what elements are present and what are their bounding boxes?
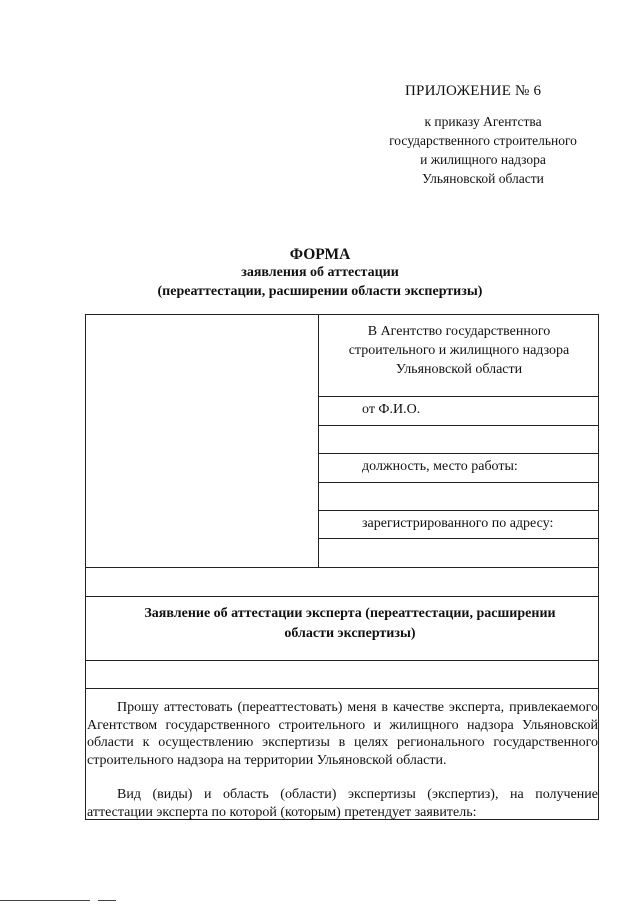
addressee-agency — [320, 322, 598, 379]
order-ref-line: к приказу Агентства — [424, 114, 542, 129]
addressee-line: В Агентство государственного — [367, 324, 551, 339]
appendix-title: ПРИЛОЖЕНИЕ № 6 — [405, 83, 542, 99]
table-border-top — [85, 314, 599, 315]
from-name-label: от Ф.И.О. — [362, 402, 421, 417]
table-column-divider — [318, 314, 319, 567]
address-label: зарегистрированного по адресу: — [362, 516, 554, 531]
row-divider — [85, 660, 599, 661]
row-divider — [318, 510, 599, 511]
statement-title-line: Заявление об аттестации эксперта (переаттестации, расширении — [144, 606, 556, 621]
row-divider — [85, 567, 599, 568]
form-subtitle-2: (переаттестации, расширении области экспертизы) — [157, 284, 483, 299]
row-divider — [318, 396, 599, 397]
expertise-type-paragraph: Вид (виды) и область (области) экспертизы (экспертиз), на получение аттестации эксперта по которой (которым) претендует заявитель: — [87, 787, 598, 820]
addressee-line: строительного и жилищного надзора — [348, 343, 570, 358]
position-label: должность, место работы: — [362, 459, 518, 474]
order-ref-line: и жилищного надзора — [420, 152, 546, 167]
addressee-line: Ульяновской области — [395, 362, 523, 377]
form-title: ФОРМА — [289, 246, 351, 263]
row-divider — [318, 482, 599, 483]
order-ref-line: Ульяновской области — [422, 171, 544, 186]
row-divider — [318, 453, 599, 454]
order-reference — [358, 112, 608, 188]
footer-rule — [0, 900, 90, 901]
row-divider — [318, 538, 599, 539]
statement-title — [100, 604, 600, 644]
form-subtitle: заявления об аттестации — [241, 265, 399, 280]
request-paragraph: Прошу аттестовать (переаттестовать) меня в качестве эксперта, привлекаемого Агентством государственного строительного и жилищного надзора Ульяновской области к осуществлению экспертизы в целях регионального государственного строительного надзора на территории Ульяновской области. — [87, 700, 598, 768]
row-divider — [318, 425, 599, 426]
row-divider — [85, 688, 599, 689]
statement-title-line: области экспертизы) — [284, 626, 416, 641]
footer-rule — [98, 900, 116, 901]
order-ref-line: государственного строительного — [389, 133, 577, 148]
row-divider — [85, 596, 599, 597]
